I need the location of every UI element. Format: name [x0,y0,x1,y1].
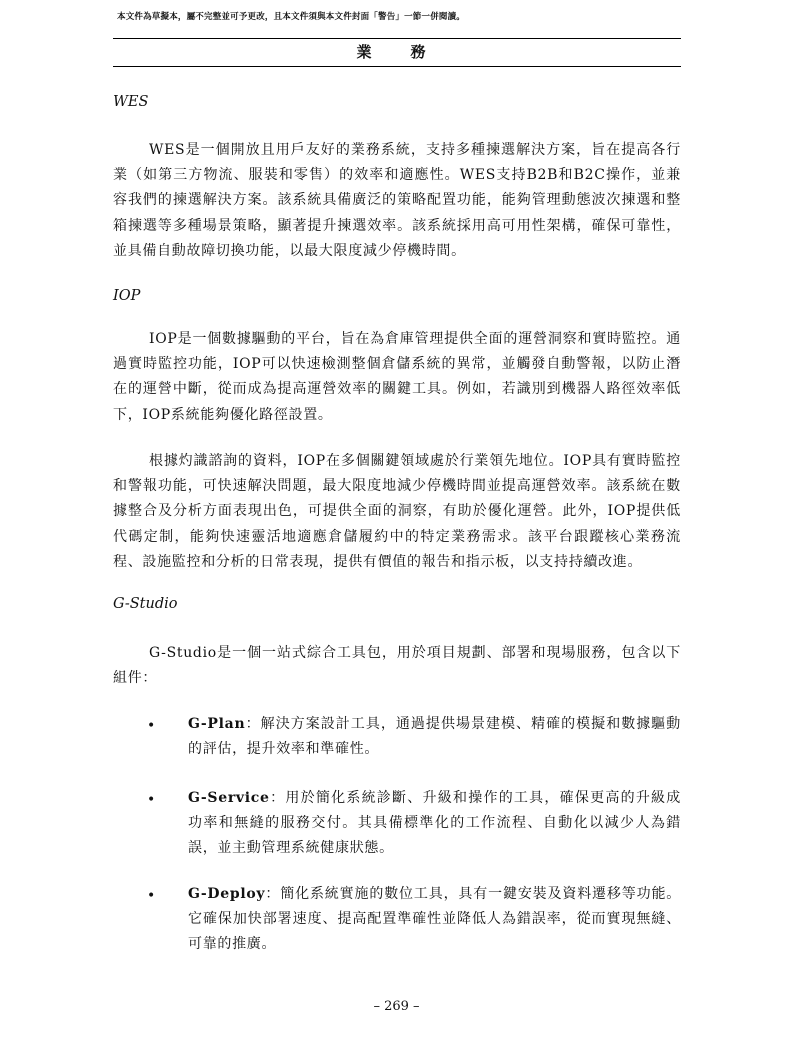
section-title: 業 務 [356,43,438,61]
gstudio-heading: G-Studio [113,596,178,612]
component-item-g-plan [188,712,681,762]
component-description: ：解決方案設計工具，通過提供場景建模、精確的模擬和數據驅動的評估，提升效率和準確性。 [188,716,681,758]
component-description: ：簡化系統實施的數位工具，具有一鍵安裝及資料遷移等功能。它確保加快部署速度、提高配置準確性並降低人為錯誤率，從而實現無縫、可靠的推廣。 [188,886,681,953]
component-name: G-Plan [188,716,246,732]
component-name: G-Service [188,790,270,806]
bullet-icon: • [147,792,156,808]
component-item-g-deploy [188,882,681,958]
header-top-rule [113,38,681,39]
iop-heading: IOP [113,288,141,304]
bullet-icon: • [147,718,156,734]
iop-paragraph-2: 根據灼識諮詢的資料，IOP在多個關鍵領域處於行業領先地位。IOP具有實時監控和警報功能，可快速解決問題，最大限度地減少停機時間並提高運營效率。該系統在數據整合及分析方面表現出色，可提供全面的洞察，有助於優化運營。此外，IOP提供低代碼定制，能夠快速靈活地適應倉儲履約中的特定業務需求。該平台跟蹤核心業務流程、設施監控和分析的日常表現，提供有價值的報告和指示板，以支持持續改進。 [113,453,681,570]
component-item-g-service [188,786,681,862]
component-description: ：用於簡化系統診斷、升級和操作的工具，確保更高的升級成功率和無縫的服務交付。其具備標準化的工作流程、自動化以減少人為錯誤，並主動管理系統健康狀態。 [188,790,681,857]
wes-paragraph: WES是一個開放且用戶友好的業務系統，支持多種揀選解決方案，旨在提高各行業（如第三方物流、服裝和零售）的效率和適應性。WES支持B2B和B2C操作，並兼容我們的揀選解決方案。該系統具備廣泛的策略配置功能，能夠管理動態波次揀選和整箱揀選等多種場景策略，顯著提升揀選效率。該系統採用高可用性架構，確保可靠性，並具備自動故障切換功能，以最大限度減少停機時間。 [113,142,681,259]
draft-warning-note: 本文件為草擬本，屬不完整並可予更改，且本文件須與本文件封面「警告」一節一併閱讀。 [117,12,466,22]
header-bottom-rule [113,66,681,67]
bullet-icon: • [147,888,156,904]
iop-paragraph-1: IOP是一個數據驅動的平台，旨在為倉庫管理提供全面的運營洞察和實時監控。通過實時監控功能，IOP可以快速檢測整個倉儲系統的異常，並觸發自動警報，以防止潛在的運營中斷，從而成為提高運營效率的關鍵工具。例如，若識別到機器人路徑效率低下，IOP系統能夠優化路徑設置。 [113,331,681,423]
component-name: G-Deploy [188,886,266,902]
wes-heading: WES [113,94,149,110]
gstudio-intro: G-Studio是一個一站式綜合工具包，用於項目規劃、部署和現場服務，包含以下組件： [113,645,681,687]
page-number: – 269 – [373,999,420,1014]
